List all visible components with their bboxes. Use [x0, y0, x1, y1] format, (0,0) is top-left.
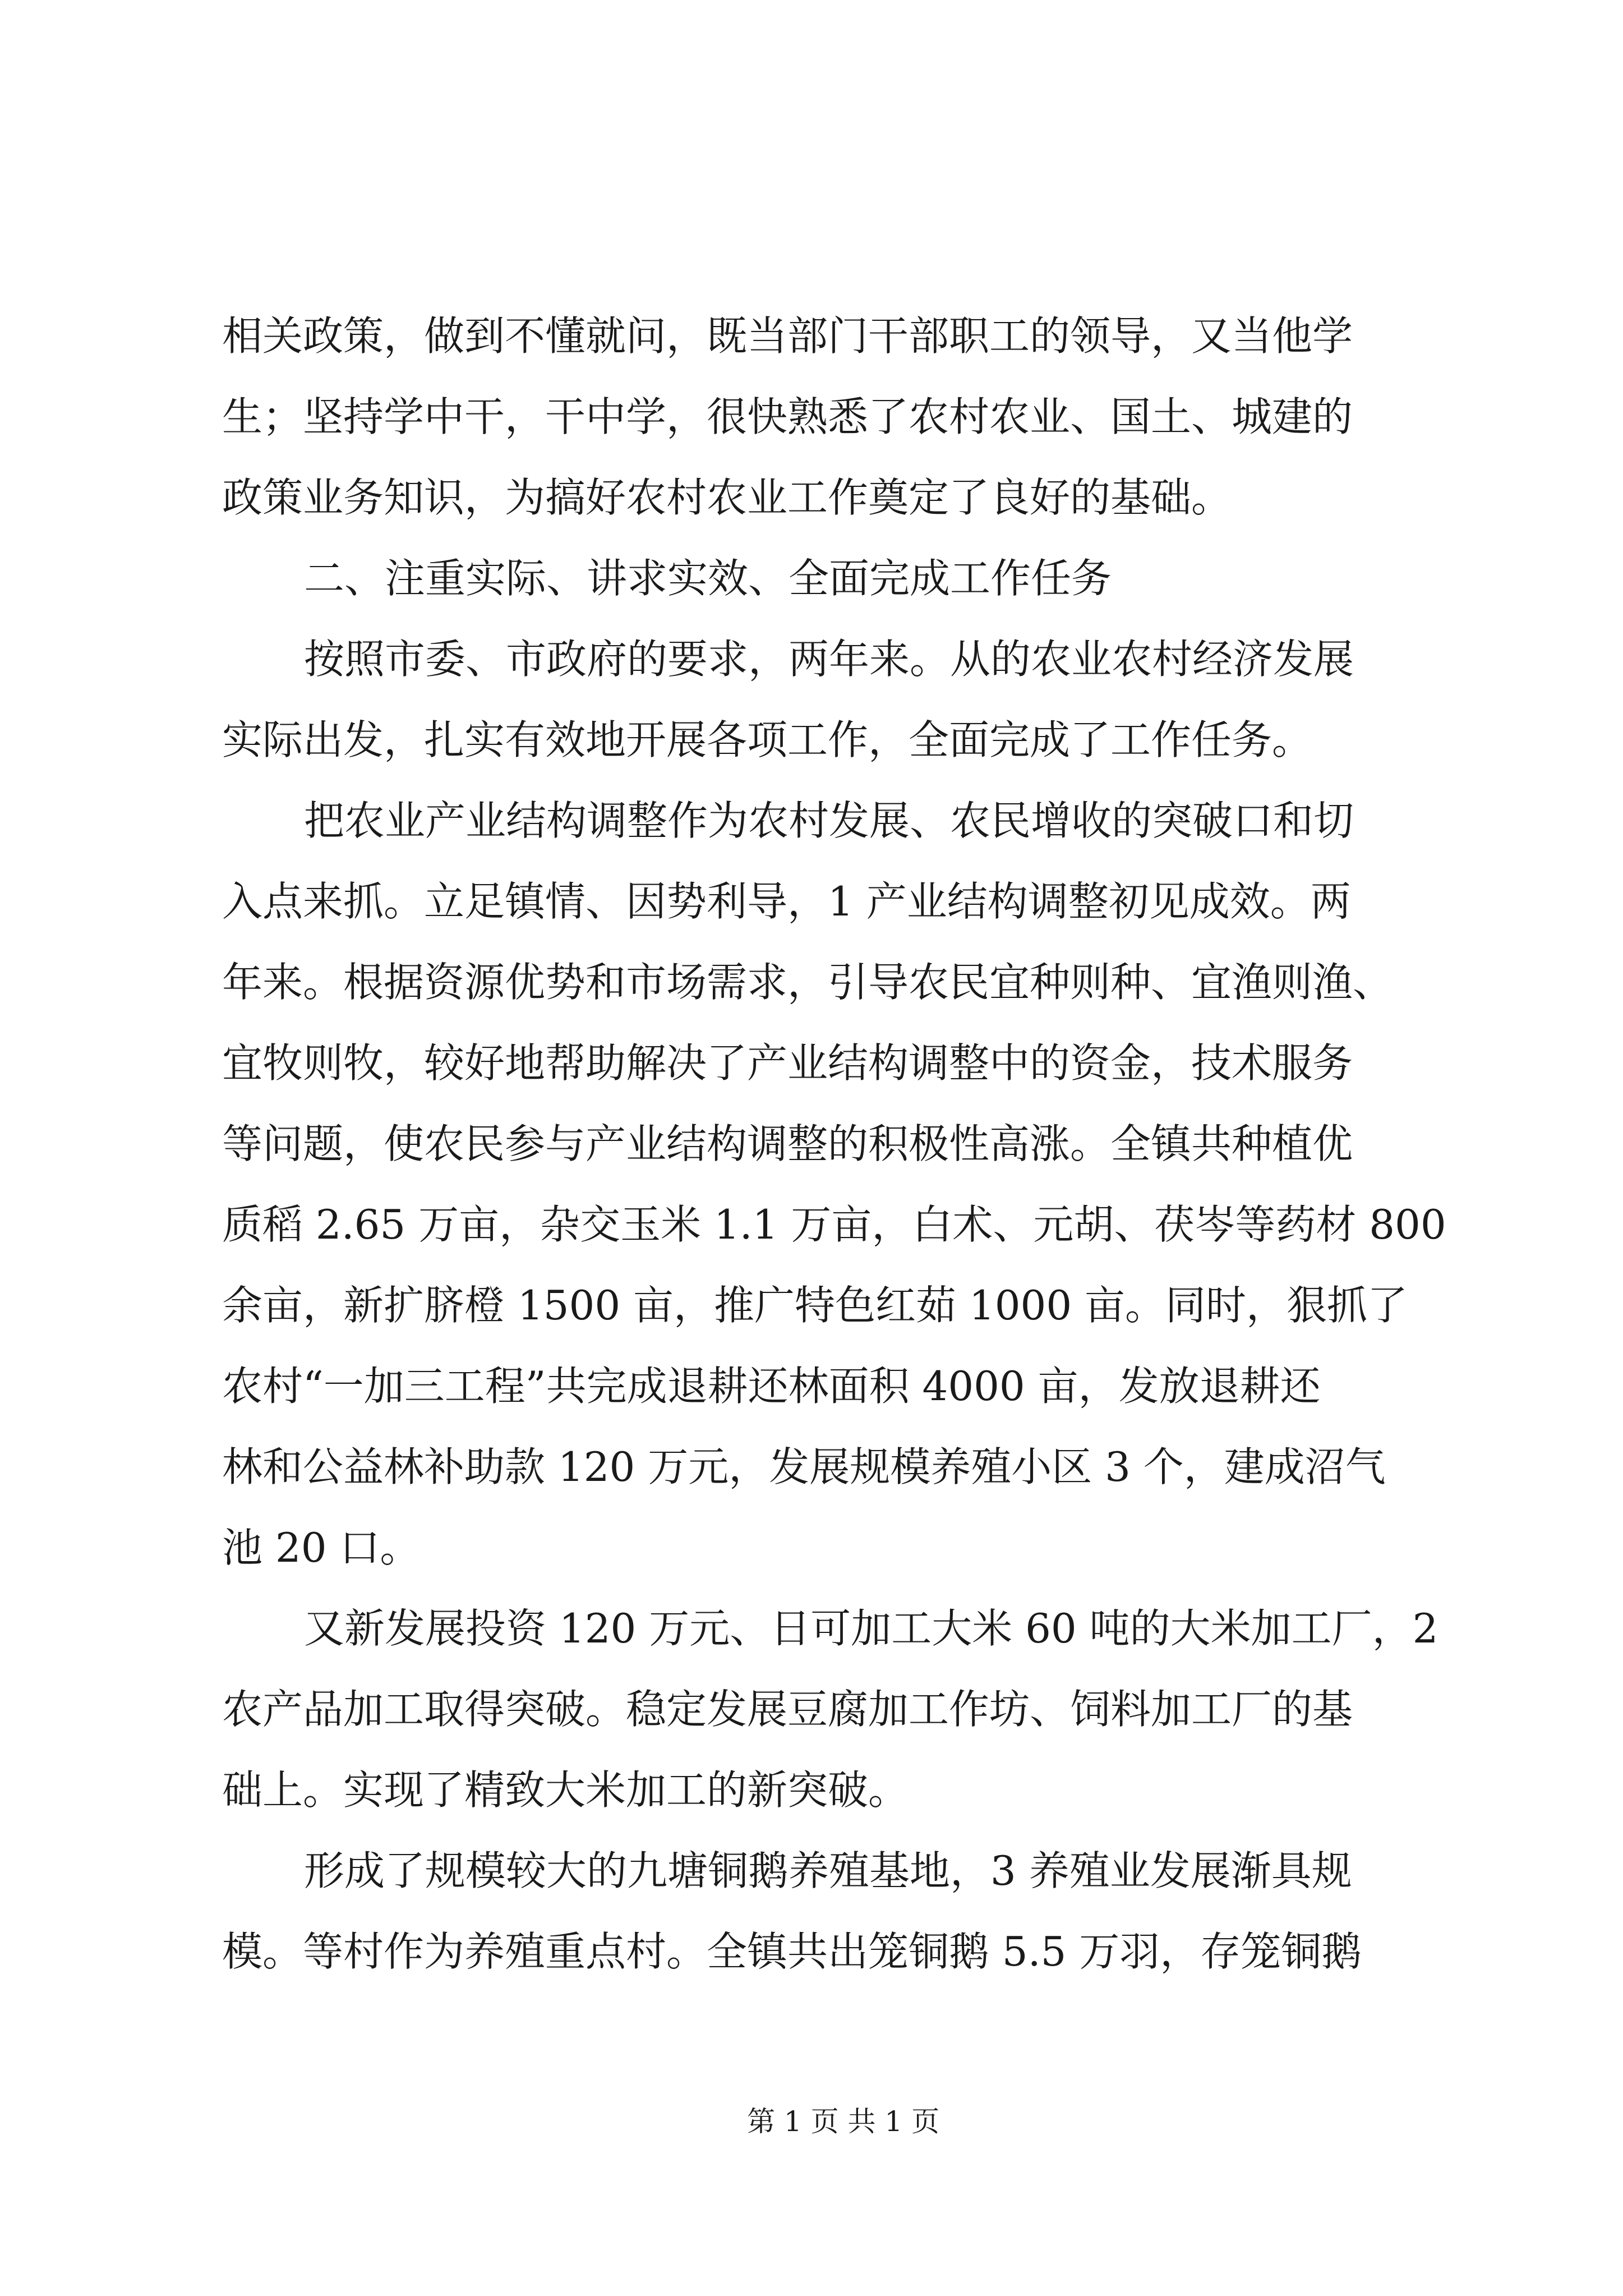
text-line: 入点来抓。立足镇情、因势利导，1 产业结构调整初见成效。两 [222, 878, 1351, 925]
text-line: 生；坚持学中干，干中学，很快熟悉了农村农业、国土、城建的 [222, 393, 1353, 440]
text-line: 余亩，新扩脐橙 1500 亩，推广特色红茹 1000 亩。同时，狠抓了 [222, 1282, 1408, 1329]
text-line: 政策业务知识，为搞好农村农业工作奠定了良好的基础。 [222, 474, 1232, 521]
text-line: 按照市委、市政府的要求，两年来。从的农业农村经济发展 [304, 636, 1354, 683]
text-line: 相关政策，做到不懂就问，既当部门干部职工的领导，又当他学 [222, 312, 1353, 360]
text-line: 模。等村作为养殖重点村。全镇共出笼铜鹅 5.5 万羽，存笼铜鹅 [222, 1928, 1362, 1975]
text-line: 池 20 口。 [222, 1524, 421, 1571]
text-line: 又新发展投资 120 万元、日可加工大米 60 吨的大米加工厂，2 [304, 1605, 1438, 1652]
section-heading: 二、注重实际、讲求实效、全面完成工作任务 [304, 555, 1112, 602]
text-line: 础上。实现了精致大米加工的新突破。 [222, 1766, 909, 1814]
text-line: 农产品加工取得突破。稳定发展豆腐加工作坊、饲料加工厂的基 [222, 1686, 1353, 1733]
text-line: 宜牧则牧，较好地帮助解决了产业结构调整中的资金，技术服务 [222, 1039, 1353, 1087]
text-line: 等问题，使农民参与产业结构调整的积极性高涨。全镇共种植优 [222, 1120, 1353, 1167]
text-line: 把农业产业结构调整作为农村发展、农民增收的突破口和切 [304, 797, 1354, 844]
text-line: 年来。根据资源优势和市场需求，引导农民宜种则种、宜渔则渔、 [222, 959, 1394, 1006]
page-footer: 第 1 页 共 1 页 [747, 2105, 940, 2138]
text-line: 实际出发，扎实有效地开展各项工作，全面完成了工作任务。 [222, 716, 1313, 763]
text-line: 质稻 2.65 万亩，杂交玉米 1.1 万亩，白术、元胡、茯岑等药材 800 [222, 1201, 1446, 1248]
text-line: 农村“一加三工程”共完成退耕还林面积 4000 亩，发放退耕还 [222, 1363, 1321, 1410]
text-line: 形成了规模较大的九塘铜鹅养殖基地，3 养殖业发展渐具规 [304, 1847, 1352, 1894]
text-line: 林和公益林补助款 120 万元，发展规模养殖小区 3 个，建成沼气 [222, 1443, 1386, 1490]
